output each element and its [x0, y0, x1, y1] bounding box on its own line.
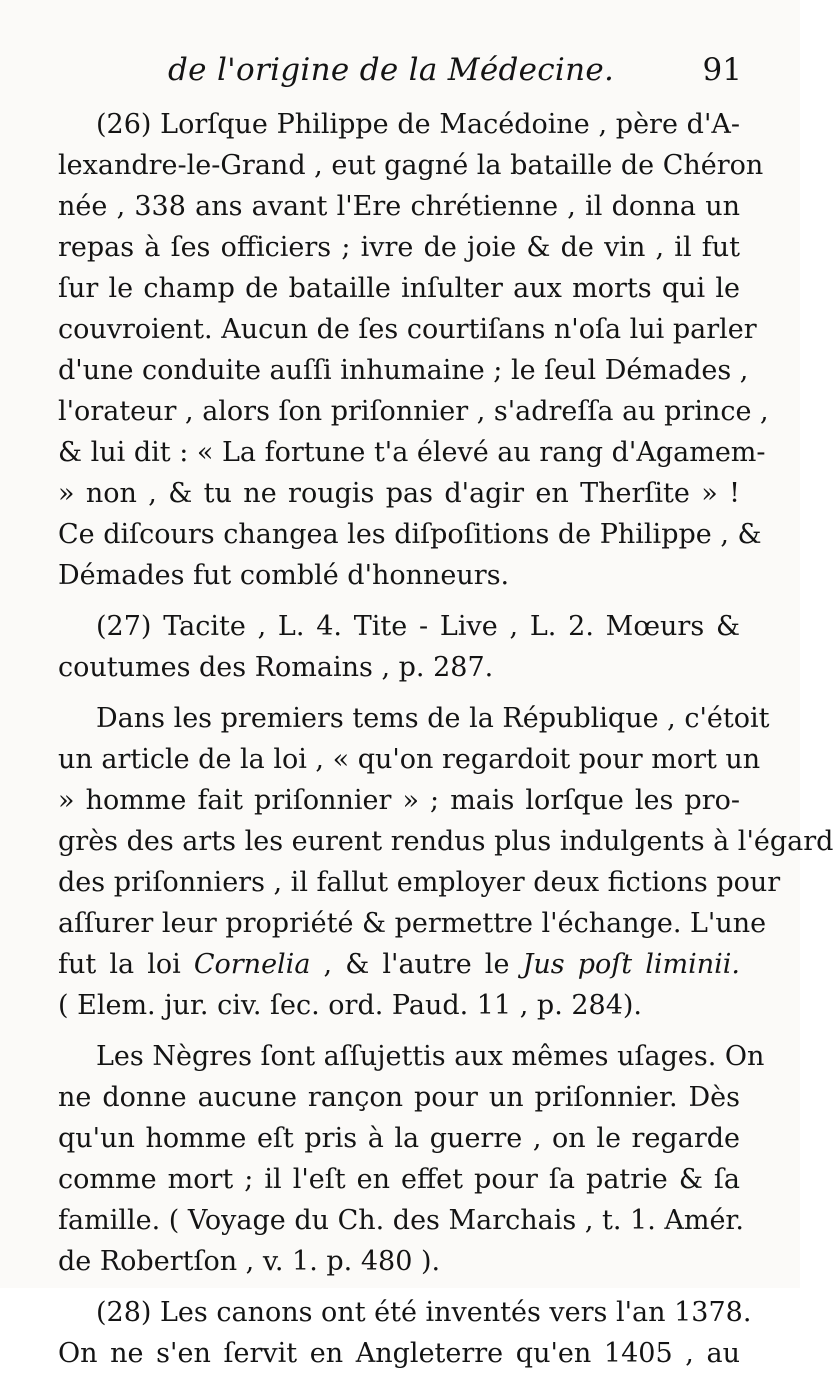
page-body — [58, 104, 833, 1374]
text-line: & lui dit : « La fortune t'a élevé au rang d'Agamem- — [58, 437, 766, 468]
text-line: Dans les premiers tems de la République , c'étoit — [96, 703, 770, 734]
text-line: aſſurer leur propriété & permettre l'échange. L'une — [58, 908, 767, 939]
text-line: Les Nègres ſont aſſujettis aux mêmes uſages. On — [96, 1041, 765, 1072]
text-line-cornelia — [58, 944, 740, 985]
text-segment: , & l'autre le — [310, 949, 523, 980]
text-line: née , 338 ans avant l'Ere chrétienne , il donna un — [58, 191, 740, 222]
note-28 — [58, 1292, 752, 1374]
text-line: couvroient. Aucun de ſes courtiſans n'oſa lui parler — [58, 314, 757, 345]
paragraph-negres — [58, 1036, 765, 1282]
page-number: 91 — [702, 52, 742, 88]
text-line: » non , & tu ne rougis pas d'agir en Therſite » ! — [58, 478, 740, 509]
paragraph-republique — [58, 698, 833, 1026]
text-line: On ne s'en ſervit en Angleterre qu'en 1405 , au — [58, 1338, 740, 1369]
text-line: comme mort ; il l'eſt en effet pour ſa patrie & ſa — [58, 1164, 740, 1195]
text-line: famille. ( Voyage du Ch. des Marchais , t. 1. Amér. — [58, 1205, 744, 1236]
text-line: (26) Lorſque Philippe de Macédoine , père d'A- — [96, 109, 740, 140]
text-segment: fut la loi — [58, 949, 194, 980]
text-line: ſur le champ de bataille inſulter aux morts qui le — [58, 273, 740, 304]
text-line: » homme fait priſonnier » ; mais lorſque les pro- — [58, 785, 740, 816]
text-line: repas à ſes officiers ; ivre de joie & de vin , il fut — [58, 232, 740, 263]
text-line: lexandre-le-Grand , eut gagné la bataille de Chéron — [58, 150, 764, 181]
italic-term-cornelia: Cornelia — [193, 949, 311, 980]
text-line: (27) Tacite , L. 4. Tite - Live , L. 2. Mœurs & — [96, 611, 740, 642]
text-line: Démades fut comblé d'honneurs. — [58, 560, 510, 591]
text-line: des priſonniers , il fallut employer deux fictions pour — [58, 867, 781, 898]
text-line: qu'un homme eſt pris à la guerre , on le regarde — [58, 1123, 740, 1154]
text-line: un article de la loi , « qu'on regardoit pour mort un — [58, 744, 761, 775]
text-line: coutumes des Romains , p. 287. — [58, 652, 494, 683]
chapter-title: de l'origine de la Médecine. — [168, 52, 615, 88]
text-line: de Robertſon , v. 1. p. 480 ). — [58, 1246, 441, 1277]
text-line: l'orateur , alors ſon priſonnier , s'adreſſa au prince , — [58, 396, 769, 427]
note-26 — [58, 104, 769, 596]
text-line: (28) Les canons ont été inventés vers l'an 1378. — [96, 1297, 752, 1328]
text-line: grès des arts les eurent rendus plus indulgents à l'égard — [58, 826, 833, 857]
italic-term-jus-post-liminii: Jus poſt liminii. — [522, 949, 740, 980]
note-27 — [58, 606, 740, 688]
running-header — [168, 52, 748, 102]
text-line: ( Elem. jur. civ. ſec. ord. Paud. 11 , p. 284). — [58, 990, 643, 1021]
text-line: d'une conduite auſſi inhumaine ; le ſeul Démades , — [58, 355, 749, 386]
text-line: ne donne aucune rançon pour un priſonnier. Dès — [58, 1082, 740, 1113]
text-line: Ce diſcours changea les diſpoſitions de Philippe , & — [58, 519, 762, 550]
